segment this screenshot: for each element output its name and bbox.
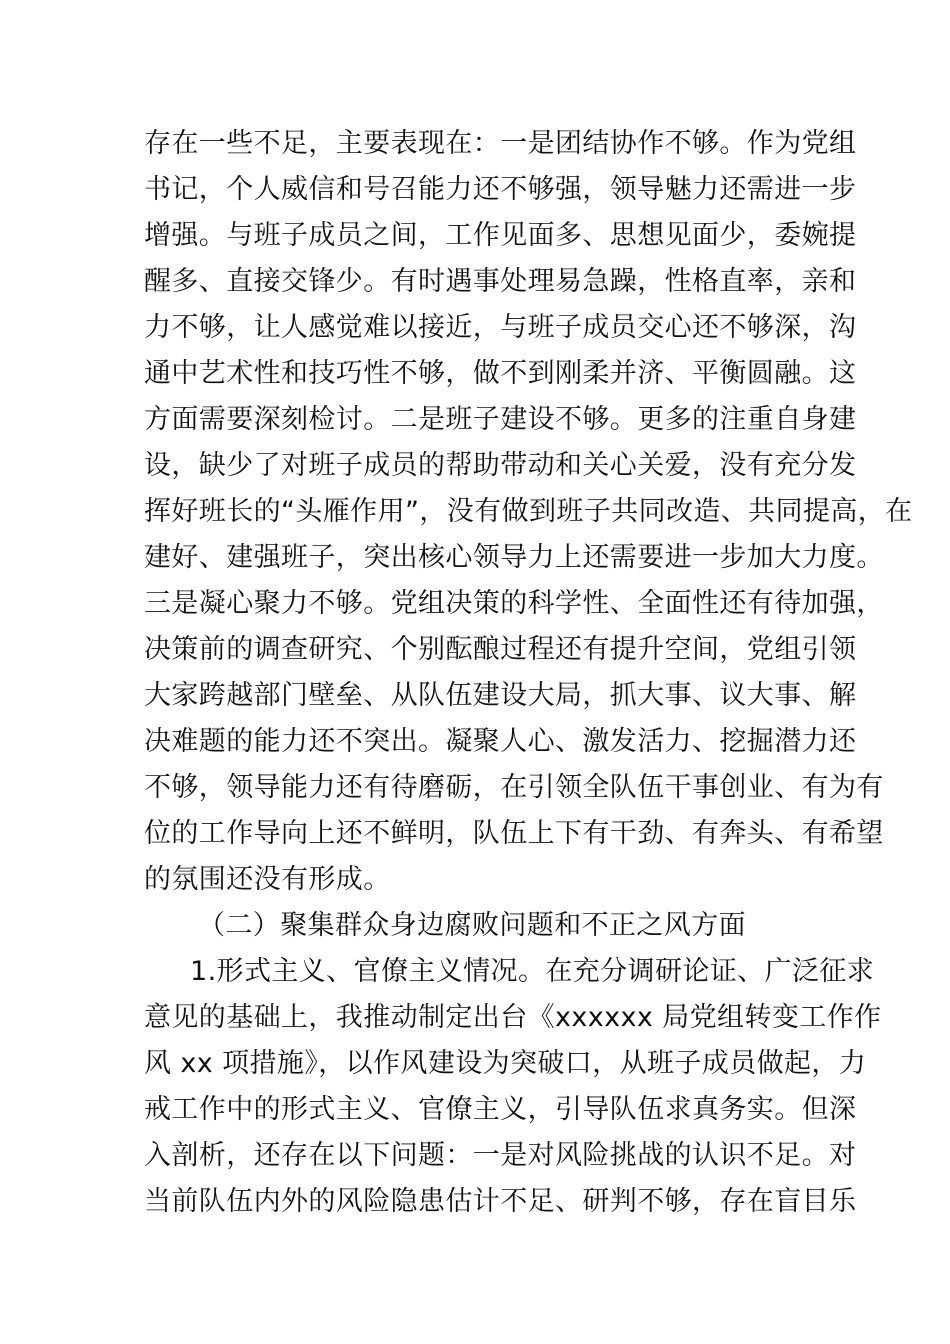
paragraph-line: 存在一些不足，主要表现在：一是团结协作不够。作为党组: [144, 128, 857, 159]
paragraph-line: 位的工作导向上还不鲜明，队伍上下有干劲、有奔头、有希望: [144, 818, 884, 849]
paragraph-line: 建好、建强班子，突出核心领导力上还需要进一步加大力度。: [144, 542, 884, 573]
paragraph-line: 大家跨越部门壁垒、从队伍建设大局，抓大事、议大事、解: [144, 680, 857, 711]
paragraph-line: 醒多、直接交锋少。有时遇事处理易急躁，性格直率，亲和: [144, 266, 857, 297]
paragraph-line: 方面需要深刻检讨。二是班子建设不够。更多的注重自身建: [144, 404, 857, 435]
item-line: 1.形式主义、官僚主义情况。在充分调研论证、广泛征求: [190, 956, 875, 987]
paragraph-line: 书记，个人威信和号召能力还不够强，领导魅力还需进一步: [144, 174, 857, 205]
item-line: 当前队伍内外的风险隐患估计不足、研判不够，存在盲目乐: [144, 1186, 857, 1217]
item-line: 戒工作中的形式主义、官僚主义，引导队伍求真务实。但深: [144, 1094, 857, 1125]
paragraph-line: 设，缺少了对班子成员的帮助带动和关心关爱，没有充分发: [144, 450, 857, 481]
item-line: 意见的基础上，我推动制定出台《xxxxxx 局党组转变工作作: [144, 1002, 882, 1033]
paragraph-line: 增强。与班子成员之间，工作见面多、思想见面少，委婉提: [144, 220, 857, 251]
paragraph-line: 决策前的调查研究、个别酝酿过程还有提升空间，党组引领: [144, 634, 857, 665]
item-line: 入剖析，还存在以下问题：一是对风险挑战的认识不足。对: [144, 1140, 857, 1171]
section-heading: （二）聚集群众身边腐败问题和不正之风方面: [198, 910, 746, 941]
paragraph-line: 挥好班长的“头雁作用”，没有做到班子共同改造、共同提高，在: [144, 496, 913, 527]
paragraph-line: 的氛围还没有形成。: [144, 864, 391, 895]
paragraph-line: 不够，领导能力还有待磨砺，在引领全队伍干事创业、有为有: [144, 772, 884, 803]
item-line: 风 xx 项措施》，以作风建设为突破口，从班子成员做起，力: [144, 1048, 867, 1079]
paragraph-line: 三是凝心聚力不够。党组决策的科学性、全面性还有待加强，: [144, 588, 884, 619]
paragraph-line: 通中艺术性和技巧性不够，做不到刚柔并济、平衡圆融。这: [144, 358, 857, 389]
paragraph-line: 力不够，让人感觉难以接近，与班子成员交心还不够深，沟: [144, 312, 857, 343]
paragraph-line: 决难题的能力还不突出。凝聚人心、激发活力、挖掘潜力还: [144, 726, 857, 757]
